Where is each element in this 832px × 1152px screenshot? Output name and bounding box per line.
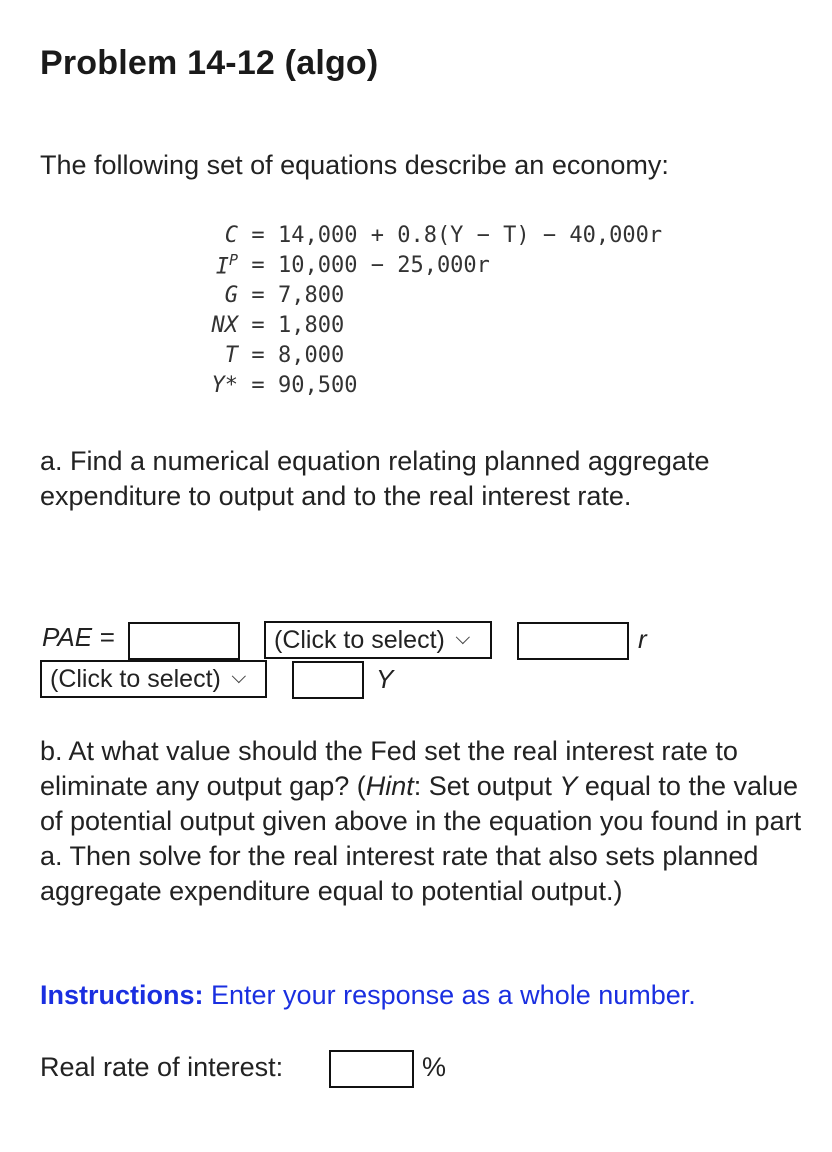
eq-rhs-c: 14,000 + 0.8(Y − T) − 40,000r (278, 222, 663, 248)
y-coefficient-input[interactable] (292, 661, 364, 699)
eq-lhs-g: G (224, 282, 238, 308)
eq-rhs-g: 7,800 (278, 282, 345, 308)
equation-row-c: C = 14,000 + 0.8(Y − T) − 40,000r (180, 220, 662, 250)
y-label: Y (376, 664, 394, 694)
r-coefficient-input[interactable] (517, 622, 629, 660)
part-b-text: b. At what value should the Fed set the real interest rate to eliminate any output gap? (Hint: Set output Y equal to the value of potential output given above in the equation you found in part a. Then solve for the real interest rate that also sets planned aggregate expenditure equal to potential output.) (40, 736, 802, 906)
instructions (40, 980, 696, 1011)
chevron-down-icon (456, 630, 470, 644)
sign-select-r[interactable] (264, 621, 492, 659)
r-label: r (638, 624, 647, 654)
instructions-text: Enter your response as a whole number. (203, 980, 696, 1010)
hint-word: Hint (365, 771, 414, 801)
equation-row-nx: NX = 1,800 (180, 310, 662, 340)
eq-rhs-ip: 10,000 − 25,000r (278, 252, 490, 278)
eq-rhs-t: 8,000 (278, 342, 345, 368)
eq-lhs-t: T (224, 342, 238, 368)
equation-block (180, 220, 662, 400)
equation-row-t: T = 8,000 (180, 340, 662, 370)
intro-text: The following set of equations describe an economy: (40, 150, 669, 180)
sign-select-r-value: (Click to select) (274, 625, 445, 654)
eq-rhs-ystar: 90,500 (278, 372, 358, 398)
eq-lhs-ip: $I^P$ (215, 250, 238, 280)
pae-intercept-input[interactable] (128, 622, 240, 660)
equation-row-ystar: Y* = 90,500 (180, 370, 662, 400)
equation-row-ip: $I^P$ = 10,000 − 25,000r (180, 250, 662, 280)
equation-row-g: G = 7,800 (180, 280, 662, 310)
part-a-text: a. Find a numerical equation relating planned aggregate expenditure to output and to the real interest rate. (40, 446, 710, 511)
pae-label: PAE = (42, 622, 115, 652)
eq-lhs-nx: NX (211, 312, 238, 338)
instructions-label: Instructions: (40, 980, 204, 1010)
eq-lhs-ystar: Y* (211, 372, 238, 398)
sign-select-y-value: (Click to select) (50, 664, 221, 693)
eq-lhs-c: C (224, 222, 238, 248)
real-rate-input[interactable] (329, 1050, 414, 1088)
sign-select-y[interactable] (40, 660, 267, 698)
eq-rhs-nx: 1,800 (278, 312, 345, 338)
chevron-down-icon (232, 669, 246, 683)
percent-label: % (422, 1052, 447, 1082)
problem-title: Problem 14-12 (algo) (40, 44, 379, 82)
real-rate-label: Real rate of interest: (40, 1052, 284, 1082)
